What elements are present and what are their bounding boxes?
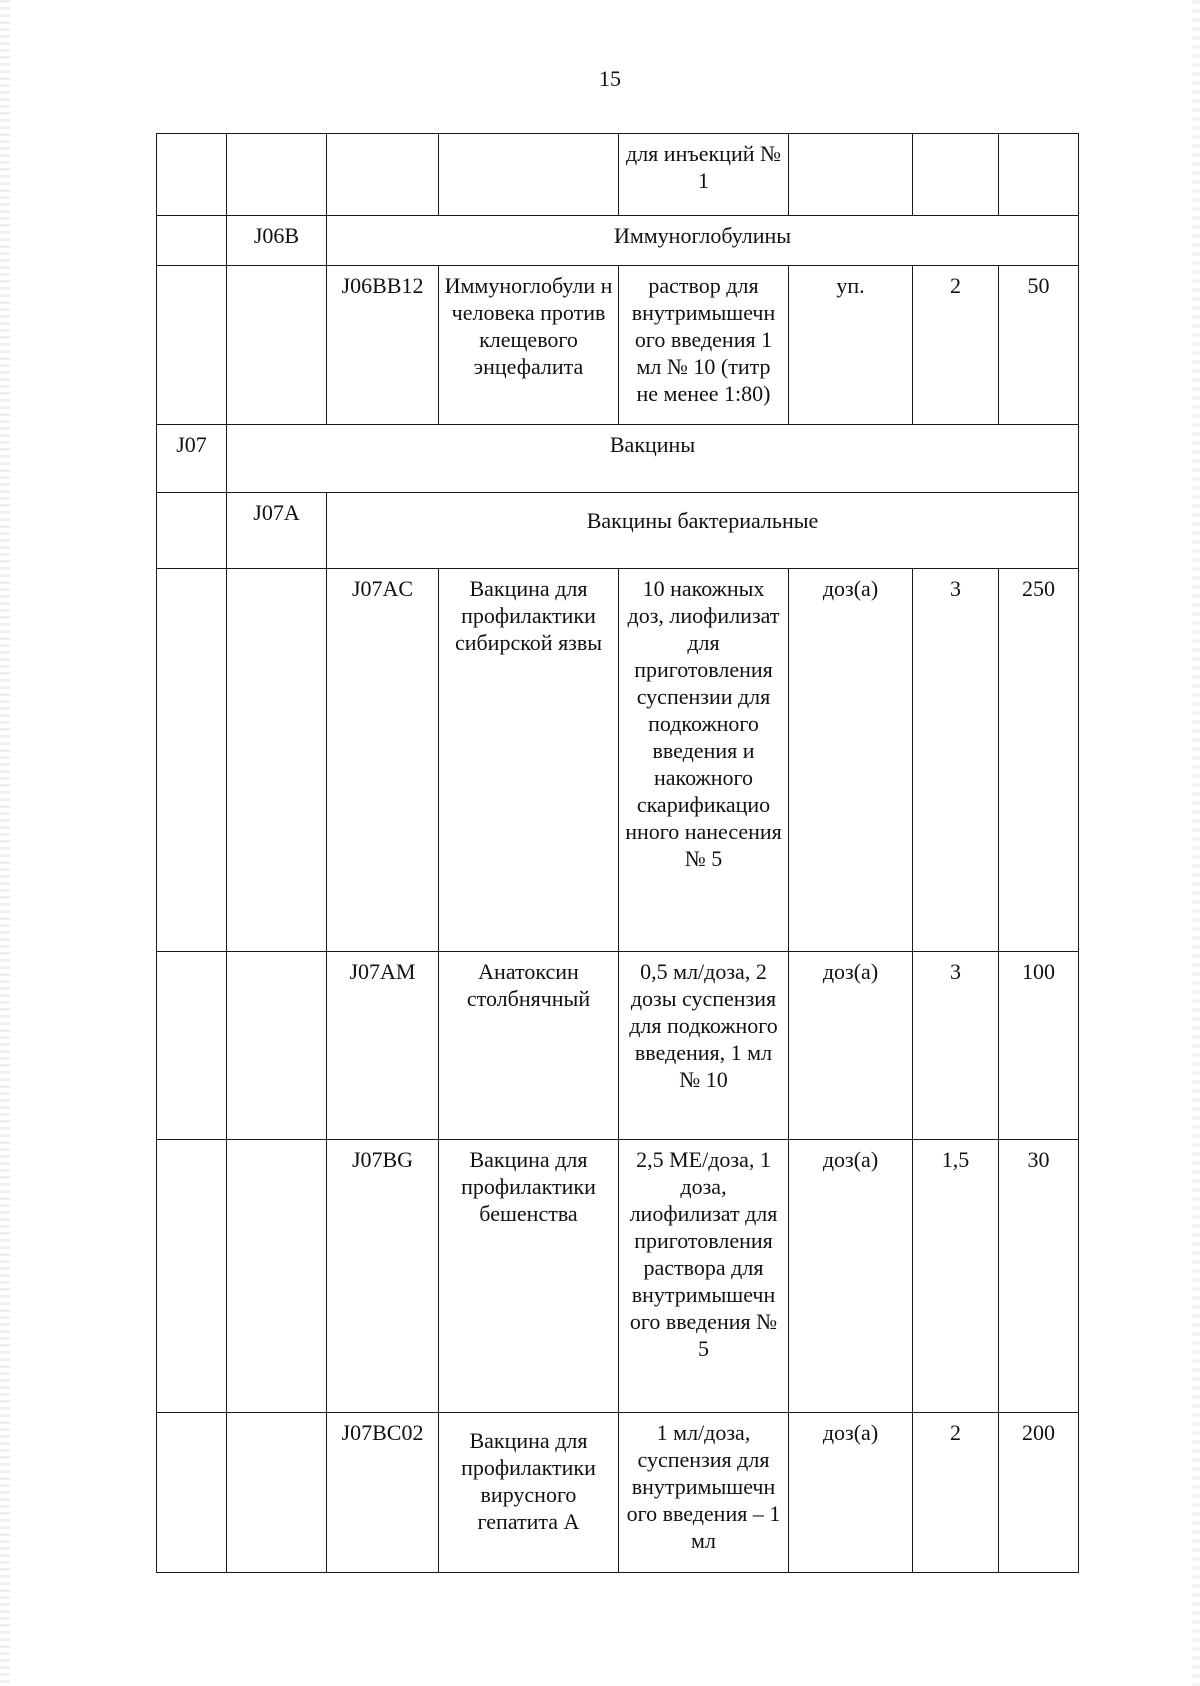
cell-name: Вакцина для профилактики бешенства (439, 1140, 619, 1413)
cell-name: Вакцина для профилактики сибирской язвы (439, 568, 619, 951)
cell-count: 250 (999, 568, 1079, 951)
cell-form: для инъекций № 1 (619, 134, 789, 216)
cell-empty (157, 492, 227, 568)
cell-empty (227, 1140, 327, 1413)
cell-count: 100 (999, 951, 1079, 1139)
cell-empty (327, 134, 439, 216)
cell-code: J07 (157, 424, 227, 492)
cell-empty (913, 134, 999, 216)
cell-qty: 3 (913, 568, 999, 951)
cell-empty (227, 951, 327, 1139)
cell-code: J07BC02 (327, 1412, 439, 1572)
scan-edge-right (1192, 0, 1200, 1686)
cell-name: Анатоксин столбнячный (439, 951, 619, 1139)
cell-empty (999, 134, 1079, 216)
cell-code: J06BB12 (327, 266, 439, 424)
cell-unit: доз(а) (789, 1412, 913, 1572)
cell-group: Вакцины (227, 424, 1079, 492)
cell-code: J07AC (327, 568, 439, 951)
cell-empty (157, 134, 227, 216)
cell-count: 200 (999, 1412, 1079, 1572)
cell-form: 10 накожных доз, лиофилизат для приготовления суспензии для подкожного введения и накожного скарификацио нного нанесения № 5 (619, 568, 789, 951)
cell-empty (227, 1412, 327, 1572)
cell-count: 30 (999, 1140, 1079, 1413)
page-number: 15 (599, 66, 621, 91)
table-row (157, 424, 1079, 492)
table-row (157, 951, 1079, 1139)
cell-empty (157, 216, 227, 266)
cell-empty (157, 1140, 227, 1413)
cell-group: Вакцины бактериальные (327, 492, 1079, 568)
cell-form: 0,5 мл/доза, 2 дозы суспензия для подкожного введения, 1 мл № 10 (619, 951, 789, 1139)
cell-form: 2,5 МЕ/доза, 1 доза, лиофилизат для приготовления раствора для внутримышечн ого введения № 5 (619, 1140, 789, 1413)
cell-code: J07A (227, 492, 327, 568)
scan-edge-left (0, 0, 10, 1686)
cell-unit: доз(а) (789, 568, 913, 951)
table-row (157, 134, 1079, 216)
table-row (157, 1140, 1079, 1413)
cell-qty: 2 (913, 266, 999, 424)
cell-unit: уп. (789, 266, 913, 424)
cell-group: Иммуноглобулины (327, 216, 1079, 266)
cell-form: раствор для внутримышечн ого введения 1 мл № 10 (титр не менее 1:80) (619, 266, 789, 424)
table-row (157, 568, 1079, 951)
cell-empty (789, 134, 913, 216)
cell-name: Иммуноглобули н человека против клещевого энцефалита (439, 266, 619, 424)
cell-unit: доз(а) (789, 1140, 913, 1413)
cell-unit: доз(а) (789, 951, 913, 1139)
cell-empty (157, 266, 227, 424)
cell-qty: 3 (913, 951, 999, 1139)
cell-empty (227, 134, 327, 216)
table-row (157, 492, 1079, 568)
medication-table (156, 133, 1079, 1573)
cell-empty (227, 266, 327, 424)
cell-qty: 1,5 (913, 1140, 999, 1413)
cell-code: J07AM (327, 951, 439, 1139)
cell-qty: 2 (913, 1412, 999, 1572)
cell-code: J06B (227, 216, 327, 266)
table-row (157, 216, 1079, 266)
cell-empty (157, 1412, 227, 1572)
table-row (157, 266, 1079, 424)
cell-code: J07BG (327, 1140, 439, 1413)
cell-count: 50 (999, 266, 1079, 424)
cell-empty (157, 951, 227, 1139)
cell-empty (157, 568, 227, 951)
cell-empty (439, 134, 619, 216)
table-row (157, 1412, 1079, 1572)
cell-form: 1 мл/доза, суспензия для внутримышечн ого введения – 1 мл (619, 1412, 789, 1572)
cell-empty (227, 568, 327, 951)
cell-name: Вакцина для профилактики вирусного гепатита А (439, 1412, 619, 1572)
